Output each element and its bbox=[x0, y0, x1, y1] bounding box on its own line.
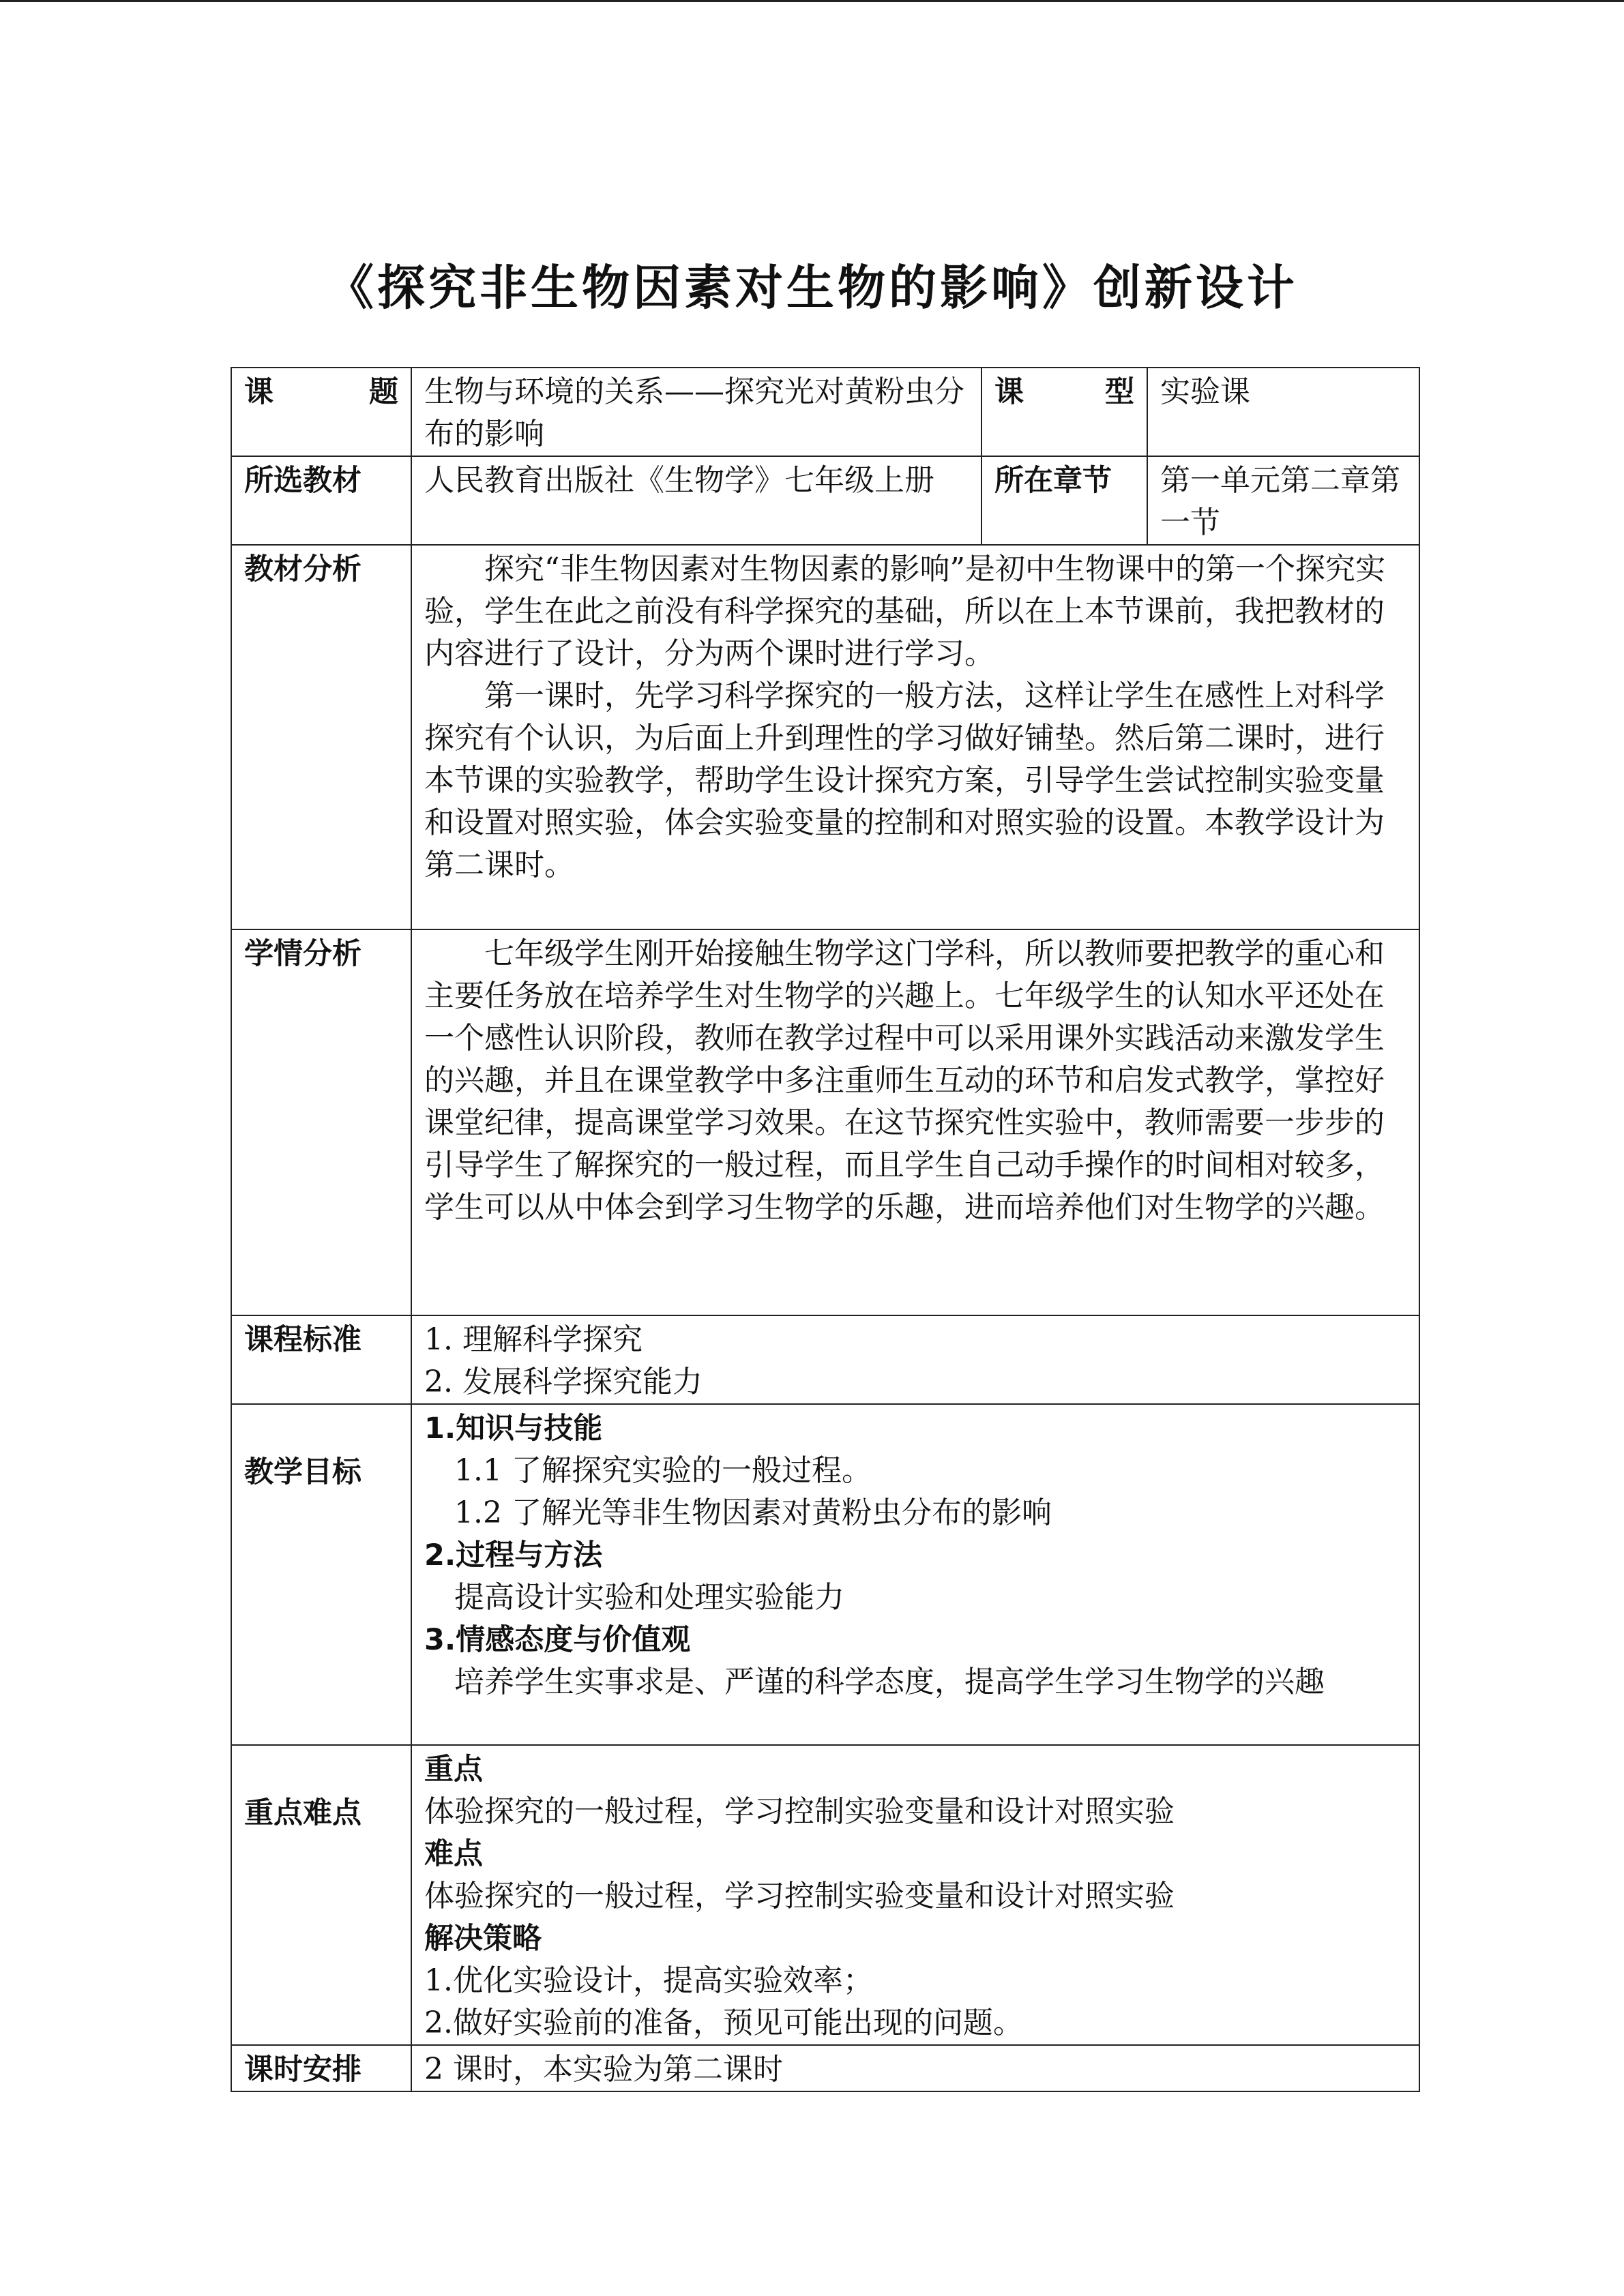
objective-attitude-text: 培养学生实事求是、严谨的科学态度，提高学生学习生物学的兴趣 bbox=[454, 1665, 1325, 1699]
objective-item: 1.2 了解光等非生物因素对黄粉虫分布的影响 bbox=[454, 1495, 1052, 1530]
type-label bbox=[981, 368, 1147, 456]
key-points-label: 重点难点 bbox=[231, 1745, 411, 2045]
objectives-content bbox=[411, 1404, 1419, 1745]
material-analysis-content bbox=[411, 545, 1419, 929]
top-border-line bbox=[0, 0, 1624, 2]
material-analysis-label: 教材分析 bbox=[231, 545, 411, 929]
material-analysis-paragraph-1: 探究“非生物因素对生物因素的影响”是初中生物课中的第一个探究实验，学生在此之前没有科学探究的基础，所以在上本节课前，我把教材的内容进行了设计，分为两个课时进行学习。 bbox=[424, 552, 1385, 671]
student-analysis-paragraph: 七年级学生刚开始接触生物学这门学科，所以教师要把教学的重心和主要任务放在培养学生对生物学的兴趣上。七年级学生的认知水平还处在一个感性认识阶段，教师在教学过程中可以采用课外实践活动来激发学生的兴趣，并且在课堂教学中多注重师生互动的环节和启发式教学，掌控好课堂纪律，提高课堂学习效果。在这节探究性实验中，教师需要一步步的引导学生了解探究的一般过程，而且学生自己动手操作的时间相对较多，学生可以从中体会到学习生物学的乐趣，进而培养他们对生物学的兴趣。 bbox=[424, 936, 1385, 1225]
textbook-value: 人民教育出版社《生物学》七年级上册 bbox=[411, 456, 981, 545]
student-analysis-label: 学情分析 bbox=[231, 929, 411, 1315]
curriculum-label: 课程标准 bbox=[231, 1315, 411, 1404]
objectives-label: 教学目标 bbox=[231, 1404, 411, 1745]
row-material-analysis bbox=[231, 545, 1419, 929]
curriculum-item: 2. 发展科学探究能力 bbox=[424, 1365, 703, 1399]
type-label-char-1: 课 bbox=[994, 375, 1024, 409]
topic-label bbox=[231, 368, 411, 456]
row-student-analysis bbox=[231, 929, 1419, 1315]
objective-process-text: 提高设计实验和处理实验能力 bbox=[454, 1580, 844, 1615]
row-curriculum bbox=[231, 1315, 1419, 1404]
objective-heading-process: 2.过程与方法 bbox=[424, 1538, 603, 1572]
row-schedule bbox=[231, 2045, 1419, 2091]
chapter-label: 所在章节 bbox=[981, 456, 1147, 545]
key-points-content bbox=[411, 1745, 1419, 2045]
difficulty-heading: 难点 bbox=[424, 1837, 483, 1871]
type-value: 实验课 bbox=[1147, 368, 1419, 456]
chapter-value: 第一单元第二章第一节 bbox=[1147, 456, 1419, 545]
page-title: 《探究非生物因素对生物的影响》创新设计 bbox=[326, 260, 1298, 316]
strategy-item: 2.做好实验前的准备，预见可能出现的问题。 bbox=[424, 2006, 1023, 2040]
topic-label-char-1: 课 bbox=[244, 375, 274, 409]
schedule-value: 2 课时，本实验为第二课时 bbox=[411, 2045, 1419, 2091]
key-point-text: 体验探究的一般过程，学习控制实验变量和设计对照实验 bbox=[424, 1794, 1175, 1829]
curriculum-item: 1. 理解科学探究 bbox=[424, 1322, 643, 1357]
key-point-heading: 重点 bbox=[424, 1753, 483, 1787]
difficulty-text: 体验探究的一般过程，学习控制实验变量和设计对照实验 bbox=[424, 1879, 1175, 1913]
strategy-item: 1.优化实验设计，提高实验效率； bbox=[424, 1963, 873, 1998]
topic-label-char-2: 题 bbox=[369, 375, 398, 409]
schedule-label: 课时安排 bbox=[231, 2045, 411, 2091]
objective-item: 1.1 了解探究实验的一般过程。 bbox=[454, 1453, 872, 1488]
student-analysis-content bbox=[411, 929, 1419, 1315]
type-label-char-2: 型 bbox=[1105, 375, 1134, 409]
lesson-plan-table bbox=[231, 367, 1420, 2092]
row-textbook bbox=[231, 456, 1419, 545]
strategy-heading: 解决策略 bbox=[424, 1922, 542, 1956]
textbook-label: 所选教材 bbox=[231, 456, 411, 545]
objective-heading-attitude: 3.情感态度与价值观 bbox=[424, 1623, 691, 1657]
topic-value: 生物与环境的关系——探究光对黄粉虫分布的影响 bbox=[411, 368, 981, 456]
material-analysis-paragraph-2: 第一课时，先学习科学探究的一般方法，这样让学生在感性上对科学探究有个认识，为后面上升到理性的学习做好铺垫。然后第二课时，进行本节课的实验教学，帮助学生设计探究方案，引导学生尝试控制实验变量和设置对照实验，体会实验变量的控制和对照实验的设置。本教学设计为第二课时。 bbox=[424, 679, 1385, 882]
row-objectives bbox=[231, 1404, 1419, 1745]
row-key-points bbox=[231, 1745, 1419, 2045]
curriculum-content bbox=[411, 1315, 1419, 1404]
objective-heading-knowledge: 1.知识与技能 bbox=[424, 1412, 603, 1446]
row-topic bbox=[231, 368, 1419, 456]
